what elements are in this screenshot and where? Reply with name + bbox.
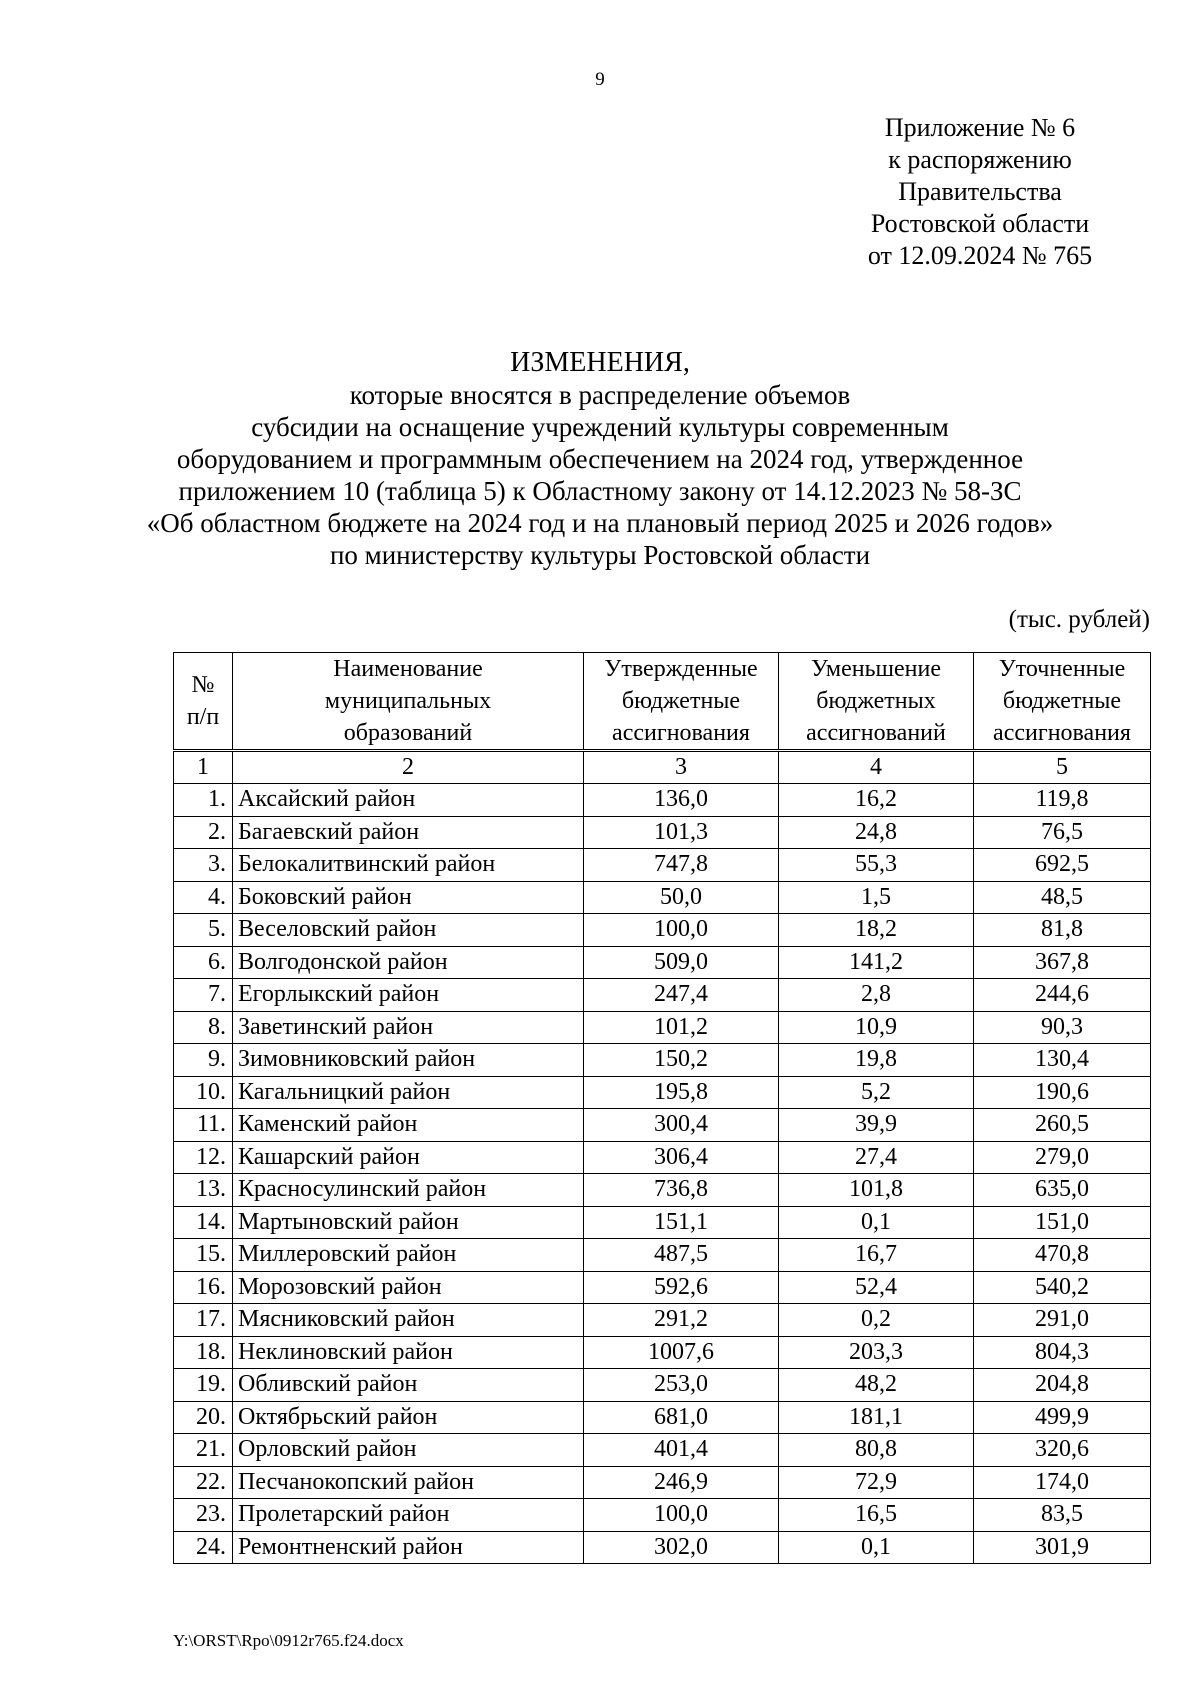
municipality-name-cell: Зимовниковский район [233, 1044, 584, 1077]
decrease-amount-cell: 0,1 [779, 1531, 974, 1564]
decrease-amount-cell: 141,2 [779, 946, 974, 979]
row-number-cell: 3. [174, 849, 233, 882]
municipality-name-cell: Неклиновский район [233, 1336, 584, 1369]
header-line: Наименование [333, 656, 483, 682]
row-number-cell: 12. [174, 1141, 233, 1174]
municipality-name-cell: Мясниковский район [233, 1304, 584, 1337]
row-number-cell: 24. [174, 1531, 233, 1564]
title-line: приложением 10 (таблица 5) к Областному закону от 14.12.2023 № 58-ЗС [178, 476, 1022, 506]
row-number-cell: 14. [174, 1206, 233, 1239]
approved-amount-cell: 291,2 [584, 1304, 779, 1337]
municipality-name-cell: Миллеровский район [233, 1239, 584, 1272]
municipality-name-cell: Обливский район [233, 1369, 584, 1402]
approved-amount-cell: 247,4 [584, 979, 779, 1012]
budget-table [173, 652, 1151, 1564]
municipality-name-cell: Боковский район [233, 881, 584, 914]
municipality-name-cell: Песчанокопский район [233, 1466, 584, 1499]
approved-amount-cell: 195,8 [584, 1076, 779, 1109]
table-row [174, 1466, 1151, 1499]
appendix-line: к распоряжению [888, 145, 1072, 174]
row-number-cell: 13. [174, 1174, 233, 1207]
municipality-name-cell: Веселовский район [233, 914, 584, 947]
table-row [174, 1434, 1151, 1467]
table-row [174, 849, 1151, 882]
approved-amount-cell: 1007,6 [584, 1336, 779, 1369]
header-line: муниципальных [324, 688, 492, 714]
approved-amount-cell: 100,0 [584, 914, 779, 947]
decrease-amount-cell: 16,5 [779, 1499, 974, 1532]
header-revised [974, 653, 1151, 751]
municipality-name-cell: Красносулинский район [233, 1174, 584, 1207]
revised-amount-cell: 692,5 [974, 849, 1151, 882]
row-number-cell: 5. [174, 914, 233, 947]
header-line: ассигнований [806, 720, 946, 746]
row-number-cell: 21. [174, 1434, 233, 1467]
decrease-amount-cell: 0,2 [779, 1304, 974, 1337]
table-row [174, 1011, 1151, 1044]
column-number-row [174, 751, 1151, 784]
table-row [174, 914, 1151, 947]
appendix-line: Приложение № 6 [884, 113, 1076, 142]
revised-amount-cell: 90,3 [974, 1011, 1151, 1044]
table-row [174, 1336, 1151, 1369]
title-line: по министерству культуры Ростовской области [329, 540, 871, 570]
row-number-cell: 10. [174, 1076, 233, 1109]
revised-amount-cell: 367,8 [974, 946, 1151, 979]
revised-amount-cell: 81,8 [974, 914, 1151, 947]
approved-amount-cell: 302,0 [584, 1531, 779, 1564]
header-municipality [233, 653, 584, 751]
document-heading: ИЗМЕНЕНИЯ, [510, 347, 690, 378]
header-line: образований [343, 720, 473, 746]
decrease-amount-cell: 24,8 [779, 816, 974, 849]
decrease-amount-cell: 27,4 [779, 1141, 974, 1174]
approved-amount-cell: 151,1 [584, 1206, 779, 1239]
revised-amount-cell: 130,4 [974, 1044, 1151, 1077]
table-row [174, 1044, 1151, 1077]
decrease-amount-cell: 16,7 [779, 1239, 974, 1272]
decrease-amount-cell: 48,2 [779, 1369, 974, 1402]
row-number-cell: 6. [174, 946, 233, 979]
table-row [174, 784, 1151, 817]
decrease-amount-cell: 181,1 [779, 1401, 974, 1434]
municipality-name-cell: Егорлыкский район [233, 979, 584, 1012]
approved-amount-cell: 509,0 [584, 946, 779, 979]
revised-amount-cell: 204,8 [974, 1369, 1151, 1402]
decrease-amount-cell: 16,2 [779, 784, 974, 817]
row-number-cell: 9. [174, 1044, 233, 1077]
table-row [174, 1271, 1151, 1304]
municipality-name-cell: Морозовский район [233, 1271, 584, 1304]
table-row [174, 1401, 1151, 1434]
municipality-name-cell: Пролетарский район [233, 1499, 584, 1532]
title-line: субсидии на оснащение учреждений культуры современным [251, 412, 949, 442]
table-row [174, 1141, 1151, 1174]
column-number: 5 [974, 751, 1151, 784]
table-row [174, 1239, 1151, 1272]
municipality-name-cell: Волгодонской район [233, 946, 584, 979]
approved-amount-cell: 681,0 [584, 1401, 779, 1434]
table-row [174, 1531, 1151, 1564]
table-row [174, 979, 1151, 1012]
approved-amount-cell: 592,6 [584, 1271, 779, 1304]
revised-amount-cell: 76,5 [974, 816, 1151, 849]
row-number-cell: 4. [174, 881, 233, 914]
table-row [174, 1369, 1151, 1402]
row-number-cell: 17. [174, 1304, 233, 1337]
revised-amount-cell: 470,8 [974, 1239, 1151, 1272]
header-line: ассигнования [993, 720, 1131, 746]
approved-amount-cell: 50,0 [584, 881, 779, 914]
table-body [174, 784, 1151, 1564]
revised-amount-cell: 279,0 [974, 1141, 1151, 1174]
revised-amount-cell: 244,6 [974, 979, 1151, 1012]
revised-amount-cell: 83,5 [974, 1499, 1151, 1532]
header-line: Уменьшение [811, 656, 941, 682]
table-row [174, 816, 1151, 849]
header-line: № [191, 672, 215, 698]
municipality-name-cell: Аксайский район [233, 784, 584, 817]
decrease-amount-cell: 72,9 [779, 1466, 974, 1499]
table-row [174, 1206, 1151, 1239]
revised-amount-cell: 48,5 [974, 881, 1151, 914]
column-number: 2 [233, 751, 584, 784]
column-number: 3 [584, 751, 779, 784]
table-row [174, 946, 1151, 979]
approved-amount-cell: 306,4 [584, 1141, 779, 1174]
row-number-cell: 8. [174, 1011, 233, 1044]
municipality-name-cell: Каменский район [233, 1109, 584, 1142]
page-number: 9 [595, 69, 605, 90]
municipality-name-cell: Мартыновский район [233, 1206, 584, 1239]
municipality-name-cell: Белокалитвинский район [233, 849, 584, 882]
row-number-cell: 15. [174, 1239, 233, 1272]
row-number-cell: 19. [174, 1369, 233, 1402]
table-header-row [174, 653, 1151, 751]
header-line: Уточненные [998, 656, 1126, 682]
decrease-amount-cell: 0,1 [779, 1206, 974, 1239]
row-number-cell: 23. [174, 1499, 233, 1532]
approved-amount-cell: 150,2 [584, 1044, 779, 1077]
decrease-amount-cell: 203,3 [779, 1336, 974, 1369]
revised-amount-cell: 301,9 [974, 1531, 1151, 1564]
column-number: 4 [779, 751, 974, 784]
appendix-block [780, 112, 1180, 272]
footer-file-path: Y:\ORST\Rpo\0912r765.f24.docx [173, 1631, 404, 1650]
revised-amount-cell: 151,0 [974, 1206, 1151, 1239]
approved-amount-cell: 747,8 [584, 849, 779, 882]
row-number-cell: 20. [174, 1401, 233, 1434]
table-row [174, 1174, 1151, 1207]
header-line: Утвержденные [604, 656, 758, 682]
revised-amount-cell: 635,0 [974, 1174, 1151, 1207]
title-line: «Об областном бюджете на 2024 год и на плановый период 2025 и 2026 годов» [146, 508, 1054, 538]
municipality-name-cell: Орловский район [233, 1434, 584, 1467]
title-line: которые вносятся в распределение объемов [349, 380, 851, 410]
municipality-name-cell: Октябрьский район [233, 1401, 584, 1434]
units-label: (тыс. рублей) [1008, 606, 1150, 633]
revised-amount-cell: 174,0 [974, 1466, 1151, 1499]
revised-amount-cell: 320,6 [974, 1434, 1151, 1467]
row-number-cell: 16. [174, 1271, 233, 1304]
decrease-amount-cell: 2,8 [779, 979, 974, 1012]
decrease-amount-cell: 1,5 [779, 881, 974, 914]
header-decrease [779, 653, 974, 751]
header-line: бюджетные [621, 688, 741, 714]
decrease-amount-cell: 19,8 [779, 1044, 974, 1077]
appendix-line: Правительства [898, 177, 1062, 206]
approved-amount-cell: 136,0 [584, 784, 779, 817]
approved-amount-cell: 100,0 [584, 1499, 779, 1532]
revised-amount-cell: 499,9 [974, 1401, 1151, 1434]
revised-amount-cell: 190,6 [974, 1076, 1151, 1109]
column-number: 1 [174, 751, 233, 784]
approved-amount-cell: 401,4 [584, 1434, 779, 1467]
table-row [174, 1109, 1151, 1142]
table-row [174, 1499, 1151, 1532]
approved-amount-cell: 300,4 [584, 1109, 779, 1142]
approved-amount-cell: 487,5 [584, 1239, 779, 1272]
municipality-name-cell: Заветинский район [233, 1011, 584, 1044]
header-line: бюджетные [1002, 688, 1122, 714]
revised-amount-cell: 260,5 [974, 1109, 1151, 1142]
decrease-amount-cell: 52,4 [779, 1271, 974, 1304]
row-number-cell: 18. [174, 1336, 233, 1369]
decrease-amount-cell: 10,9 [779, 1011, 974, 1044]
header-line: бюджетных [816, 688, 936, 714]
approved-amount-cell: 253,0 [584, 1369, 779, 1402]
decrease-amount-cell: 80,8 [779, 1434, 974, 1467]
header-approved [584, 653, 779, 751]
revised-amount-cell: 540,2 [974, 1271, 1151, 1304]
table-row [174, 1076, 1151, 1109]
municipality-name-cell: Кагальницкий район [233, 1076, 584, 1109]
title-line: оборудованием и программным обеспечением на 2024 год, утвержденное [176, 444, 1024, 474]
appendix-line: от 12.09.2024 № 765 [867, 241, 1093, 270]
approved-amount-cell: 736,8 [584, 1174, 779, 1207]
row-number-cell: 2. [174, 816, 233, 849]
row-number-cell: 11. [174, 1109, 233, 1142]
revised-amount-cell: 119,8 [974, 784, 1151, 817]
header-line: ассигнования [612, 720, 750, 746]
decrease-amount-cell: 101,8 [779, 1174, 974, 1207]
row-number-cell: 1. [174, 784, 233, 817]
table-row [174, 1304, 1151, 1337]
decrease-amount-cell: 5,2 [779, 1076, 974, 1109]
appendix-line: Ростовской области [870, 209, 1090, 238]
decrease-amount-cell: 55,3 [779, 849, 974, 882]
decrease-amount-cell: 39,9 [779, 1109, 974, 1142]
municipality-name-cell: Кашарский район [233, 1141, 584, 1174]
document-title-block [0, 347, 1200, 571]
revised-amount-cell: 291,0 [974, 1304, 1151, 1337]
table-row [174, 881, 1151, 914]
row-number-cell: 7. [174, 979, 233, 1012]
header-line: п/п [186, 704, 220, 730]
decrease-amount-cell: 18,2 [779, 914, 974, 947]
municipality-name-cell: Ремонтненский район [233, 1531, 584, 1564]
approved-amount-cell: 101,3 [584, 816, 779, 849]
header-number [174, 653, 233, 751]
row-number-cell: 22. [174, 1466, 233, 1499]
municipality-name-cell: Багаевский район [233, 816, 584, 849]
approved-amount-cell: 101,2 [584, 1011, 779, 1044]
approved-amount-cell: 246,9 [584, 1466, 779, 1499]
revised-amount-cell: 804,3 [974, 1336, 1151, 1369]
